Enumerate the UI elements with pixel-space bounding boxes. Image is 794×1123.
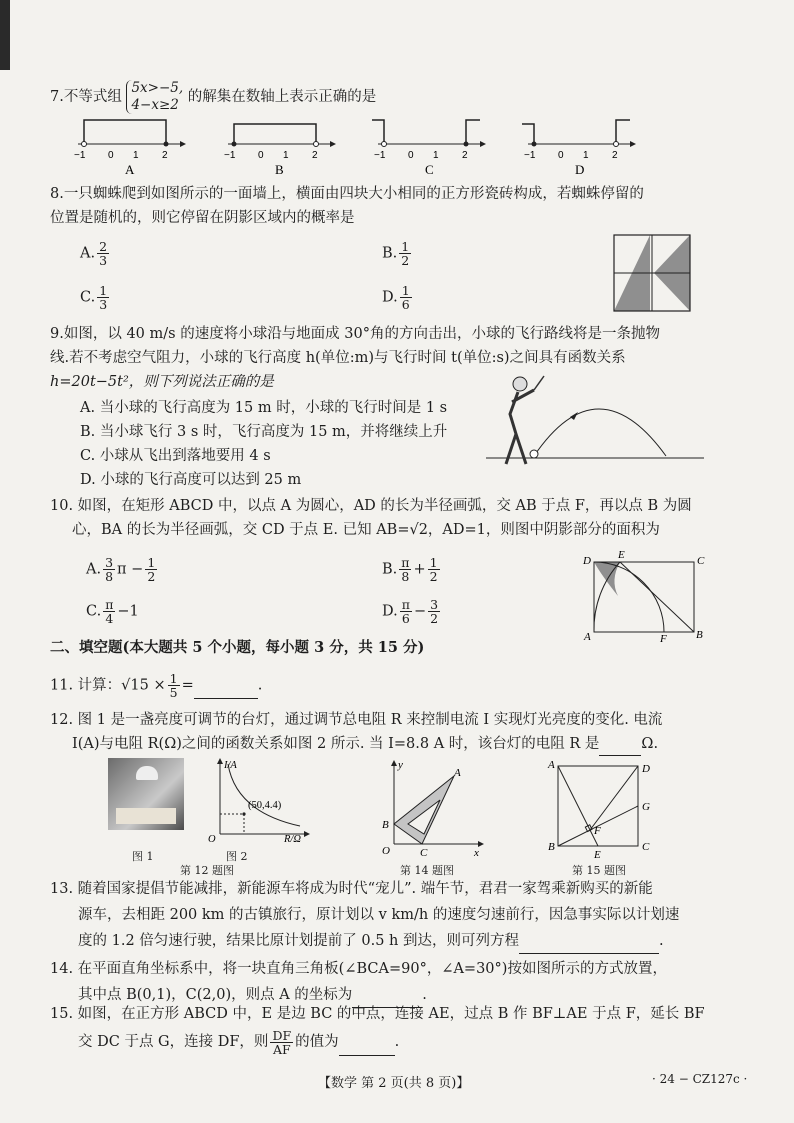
tick-label: −1 (374, 150, 386, 161)
tick-label: 1 (283, 150, 289, 161)
square-figure (544, 758, 656, 858)
inequality-system: 5x>−5, 4−x≥2 (126, 80, 183, 114)
point-label: B (696, 629, 703, 641)
origin-label: O (208, 834, 216, 842)
tick-label: 0 (558, 150, 564, 161)
point-label: B (382, 819, 389, 831)
origin-label: O (382, 845, 390, 857)
point-label: C (420, 847, 428, 858)
tick-label: 2 (162, 150, 168, 161)
current-resistance-graph (200, 756, 312, 842)
number-line-c (372, 120, 486, 176)
answer-blank[interactable] (194, 680, 258, 699)
rectangle-arc-figure (580, 550, 706, 642)
answer-blank[interactable] (339, 1037, 395, 1056)
point-label: E (618, 550, 625, 561)
q10-option-a: A. $\frac{3}{8}$ π − $\frac{1}{2}$ (86, 555, 156, 584)
question-14: 14. 在平面直角坐标系中，将一块直角三角板(∠BCA=90°，∠A=30°)按如图所示的方式放置， 其中点 B(0,1)，C(2,0)，则点 A 的坐标为 . (50, 956, 750, 1008)
question-13: 13. 随着国家提倡节能减排，新能源车将成为时代“宠儿”. 端午节，君君一家驾乘新购买的新能 源车，去相距 200 km 的古镇旅行，原计划以 v km/h 的速度匀速前行，因急事实际以计划速 度的 1.2 倍匀速行驶，结果比原计划提前了 0.5 h 到达，则可列方程 . (50, 876, 750, 954)
tick-label: 2 (312, 150, 318, 161)
tick-label: 0 (408, 150, 414, 161)
tick-label: −1 (74, 150, 86, 161)
tick-label: −1 (224, 150, 236, 161)
y-axis-label: I/A (224, 760, 237, 771)
q8-option-d: D. $\frac{1}{6}$ (382, 283, 410, 312)
tile-figure (612, 233, 692, 313)
answer-blank[interactable] (599, 737, 641, 756)
tick-label: 2 (612, 150, 618, 161)
tick-label: 0 (108, 150, 114, 161)
point-label: D (583, 555, 591, 567)
option-label: D (575, 162, 585, 176)
tick-label: 1 (133, 150, 139, 161)
q8-option-c: C. $\frac{1}{3}$ (80, 283, 108, 312)
question-9: 9.如图，以 40 m/s 的速度将小球沿与地面成 30°角的方向击出，小球的飞行路线将是一条抛物 线.若不考虑空气阻力，小球的飞行高度 h(单位:m)与飞行时间 t(单位:s)之间具有函数关系 h=20t−5t²，则下列说法正确的是 (50, 326, 660, 390)
tick-label: −1 (524, 150, 536, 161)
point-label: A (584, 631, 591, 642)
section-2-heading: 二、填空题(本大题共 5 个小题，每小题 3 分，共 15 分) (50, 639, 425, 656)
point-label: D (642, 763, 650, 775)
point-label: C (697, 555, 705, 567)
golfer-illustration (478, 372, 706, 482)
option-label: A (125, 162, 135, 176)
q9-options: A. 当小球的飞行高度为 15 m 时，小球的飞行时间是 1 s B. 当小球飞行 3 s 时，飞行高度为 15 m，并将继续上升 C. 小球从飞出到落地要用 4 s D. 小球的飞行高度可以达到 25 m (80, 400, 448, 488)
question-7: 7.不等式组 5x>−5, 4−x≥2 的解集在数轴上表示正确的是 (50, 80, 377, 113)
x-axis-label: R/Ω (284, 834, 301, 842)
point-label: A (548, 759, 555, 771)
scan-edge-bar (0, 0, 10, 70)
point-label: A (454, 767, 461, 779)
number-line-options (70, 114, 680, 176)
tick-label: 0 (258, 150, 264, 161)
question-12: 12. 图 1 是一盏亮度可调节的台灯，通过调节总电阻 R 来控制电流 I 实现灯光亮度的变化. 电流 I(A)与电阻 R(Ω)之间的函数关系如图 2 所示. 当 I=8.8 A 时，该台灯的电阻 R 是 Ω. (50, 708, 750, 756)
question-8: 8.一只蜘蛛爬到如图所示的一面墙上，横面由四块大小相同的正方形瓷砖构成，若蜘蛛停留的 位置是随机的，则它停留在阴影区域内的概率是 (50, 186, 644, 226)
point-label: (50,4.4) (248, 800, 282, 811)
point-label: F (594, 825, 601, 837)
point-label: C (642, 841, 650, 853)
number-line-b (224, 124, 336, 176)
number-line-d (522, 120, 636, 176)
axis-label: y (398, 759, 403, 771)
question-15: 15. 如图，在正方形 ABCD 中，E 是边 BC 的中点，连接 AE，过点 B 作 BF⊥AE 于点 F，延长 BF 交 DC 于点 G，连接 DF，则 $\frac{DF}{AF}$ 的值为 . (50, 1006, 705, 1057)
tick-label: 1 (433, 150, 439, 161)
q10-option-c: C. $\frac{\pi}{4}$ −1 (86, 597, 139, 626)
option-label: C (425, 162, 434, 176)
number-line-a (74, 120, 186, 176)
desk-lamp-photo (108, 758, 184, 830)
tick-label: 2 (462, 150, 468, 161)
coordinate-triangle-figure (374, 758, 486, 858)
point-label: B (548, 841, 555, 853)
point-label: E (594, 849, 601, 858)
point-label: G (642, 801, 650, 813)
answer-blank[interactable] (519, 935, 659, 954)
tick-label: 1 (583, 150, 589, 161)
q8-option-b: B. $\frac{1}{2}$ (382, 239, 410, 268)
paper-code: · 24 − CZ127c · (652, 1072, 748, 1086)
axis-label: x (474, 847, 479, 858)
q8-option-a: A. $\frac{2}{3}$ (80, 239, 108, 268)
q10-option-b: B. $\frac{\pi}{8}$ + $\frac{1}{2}$ (382, 555, 438, 584)
option-label: B (275, 162, 284, 176)
page-footer: 【数学 第 2 页(共 8 页)】 (318, 1076, 470, 1091)
question-11: 11. 计算：√15 × $\frac{1}{5}$ = . (50, 671, 263, 700)
question-10: 10. 如图，在矩形 ABCD 中，以点 A 为圆心，AD 的长为半径画弧，交 AB 于点 F，再以点 B 为圆 心，BA 的长为半径画弧，交 CD 于点 E. 已知 AB=√2，AD=1，则图中阴影部分的面积为 (50, 498, 692, 538)
q10-option-d: D. $\frac{\pi}{6}$ − $\frac{3}{2}$ (382, 597, 439, 626)
point-label: F (660, 633, 667, 642)
